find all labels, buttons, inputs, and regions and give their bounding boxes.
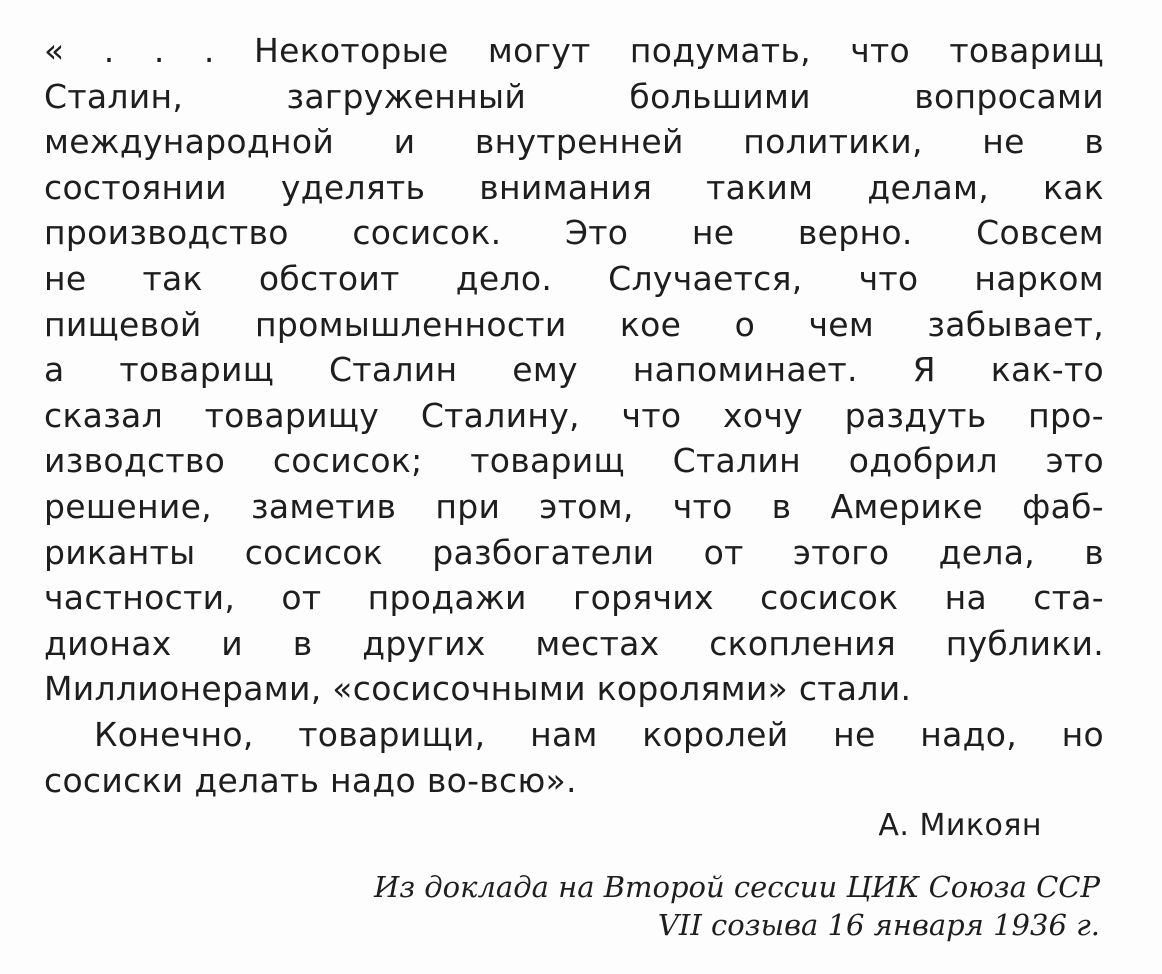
quote-line: пищевой промышленности кое о чем забывает, <box>44 304 1104 344</box>
quote-line: а товарищ Сталин ему напоминает. Я как-то <box>44 350 1104 390</box>
quote-line: решение, заметив при этом, что в Америке фаб- <box>44 486 1104 526</box>
source-line-1: Из доклада на Второй сессии ЦИК Союза ССР <box>373 870 1100 904</box>
author-signature: А. Микоян <box>878 808 1042 843</box>
source-line-2: VII созыва 16 января 1936 г. <box>657 908 1100 942</box>
quote-line: изводство сосисок; товарищ Сталин одобрил это <box>44 441 1104 481</box>
quote-line: Сталин, загруженный большими вопросами <box>44 76 1104 116</box>
quote-line: дионах и в других местах скопления публики. <box>44 623 1104 663</box>
quote-block <box>44 28 1104 803</box>
source-citation <box>240 868 1100 944</box>
quote-line: риканты сосисок разбогатели от этого дела, в <box>44 532 1104 572</box>
quote-line: сосиски делать надо во-всю». <box>44 760 577 800</box>
quote-line: не так обстоит дело. Случается, что нарком <box>44 258 1104 298</box>
quote-line: сказал товарищу Сталину, что хочу раздуть про- <box>44 395 1104 435</box>
quote-line: частности, от продажи горячих сосисок на ста- <box>44 578 1104 618</box>
quote-line: состоянии уделять внимания таким делам, как <box>44 167 1104 207</box>
quote-line: производство сосисок. Это не верно. Совсем <box>44 213 1104 253</box>
quote-line: Миллионерами, «сосисочными королями» стали. <box>44 669 912 709</box>
quote-line: « . . . Некоторые могут подумать, что товарищ <box>44 31 1104 70</box>
quote-line: международной и внутренней политики, не в <box>44 122 1104 162</box>
quote-line: Конечно, товарищи, нам королей не надо, но <box>94 714 1104 754</box>
